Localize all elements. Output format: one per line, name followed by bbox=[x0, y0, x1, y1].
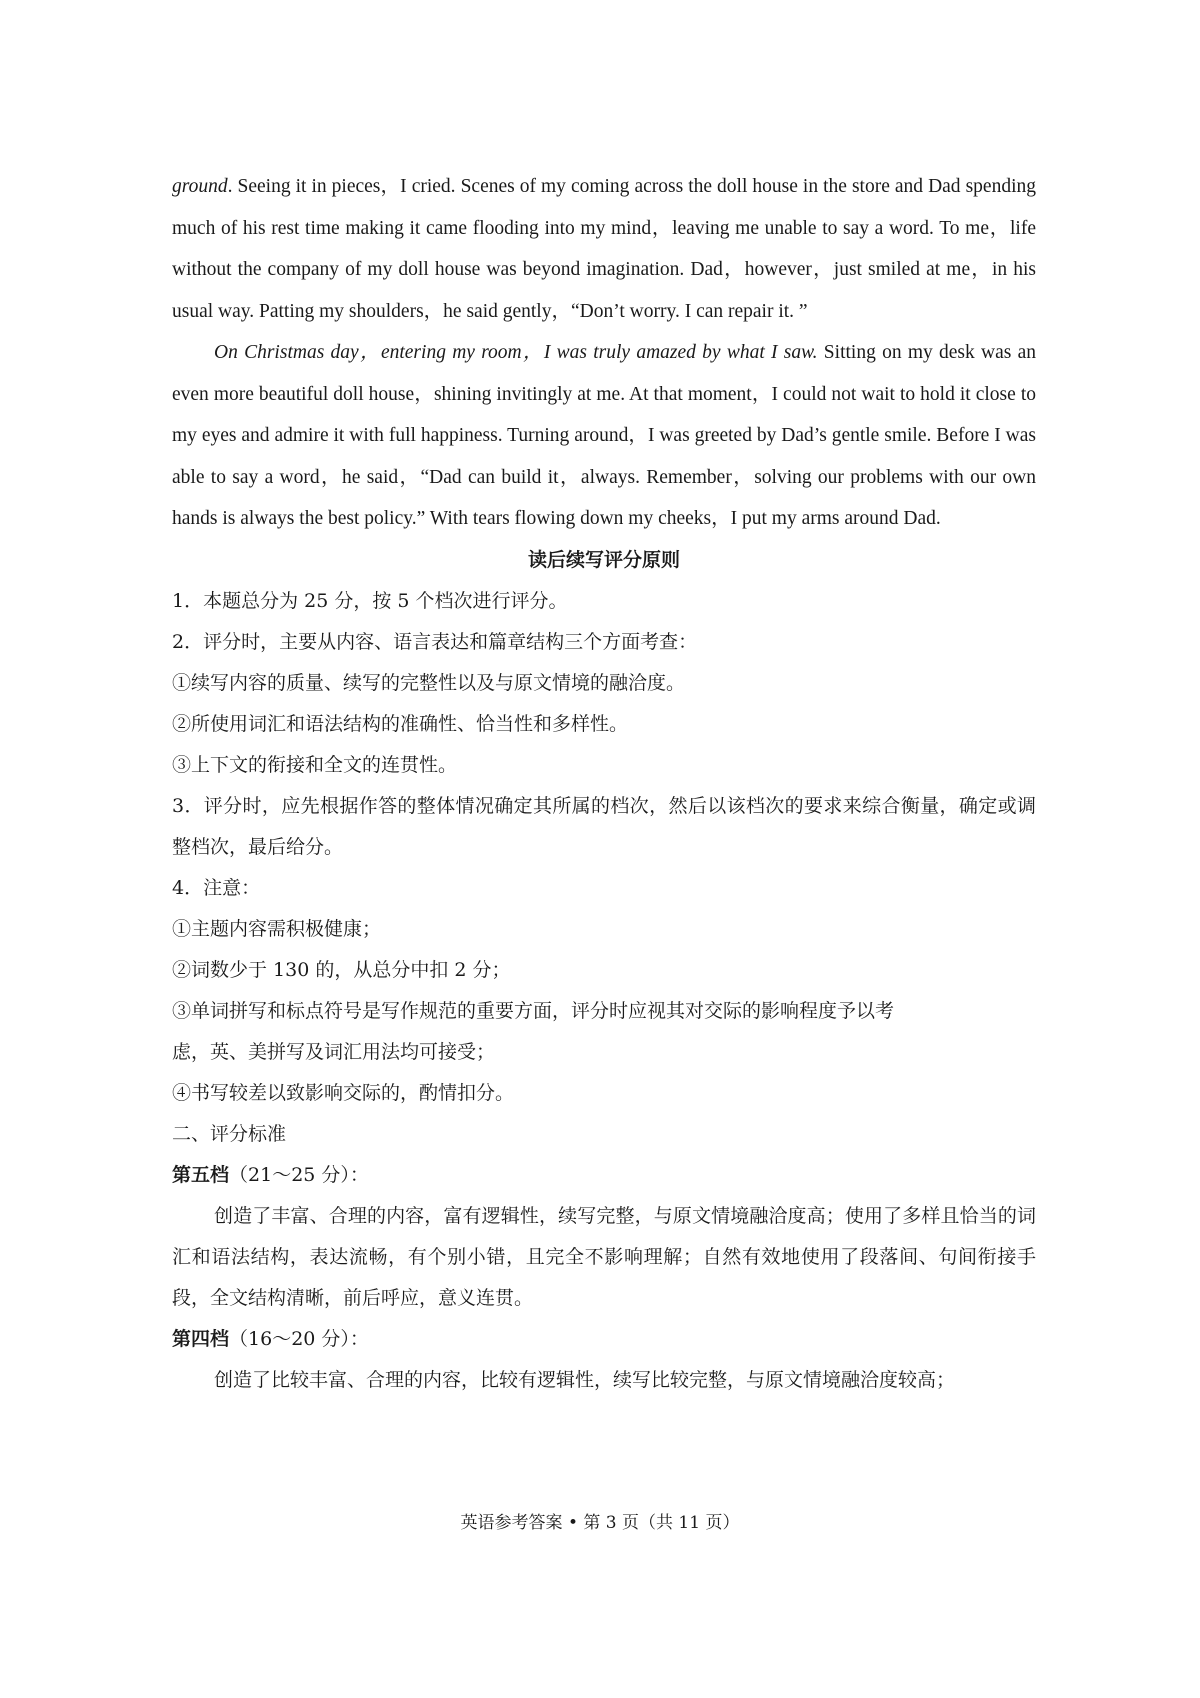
level-4-heading bbox=[172, 1319, 1036, 1360]
italic-lead: On Christmas day，entering my room，I was truly amazed by what I saw. bbox=[214, 342, 818, 363]
principle-item: ④书写较差以致影响交际的，酌情扣分。 bbox=[172, 1081, 515, 1104]
principles-title: 读后续写评分原则 bbox=[527, 548, 680, 571]
level-name: 第四档 bbox=[172, 1327, 230, 1350]
section-heading: 二、评分标准 bbox=[172, 1122, 287, 1145]
level-name: 第五档 bbox=[172, 1163, 230, 1186]
page-footer: 英语参考答案 • 第 3 页（共 11 页） bbox=[460, 1513, 740, 1533]
paragraph-text: . Seeing it in pieces，I cried. Scenes of my coming across the doll house in the store and Dad spending much of his rest time making it came flooding into my mind，leaving me unable to say a word. To me，life without the company of my doll house was beyond imagination. Dad，however，just smiled at me，in his usual way. Patting my shoulders，he said gently，“Don’t worry. I can repair it. ” bbox=[172, 176, 1036, 322]
level-4-description: 创造了比较丰富、合理的内容，比较有逻辑性，续写比较完整，与原文情境融洽度较高； bbox=[214, 1368, 956, 1391]
principle-item: 4．注意： bbox=[172, 876, 261, 899]
italic-lead: ground bbox=[172, 176, 228, 197]
principle-item: 1．本题总分为 25 分，按 5 个档次进行评分。 bbox=[172, 589, 568, 612]
principle-item: ③单词拼写和标点符号是写作规范的重要方面，评分时应视其对交际的影响程度予以考 bbox=[172, 999, 895, 1022]
principle-item: ②所使用词汇和语法结构的准确性、恰当性和多样性。 bbox=[172, 712, 629, 735]
passage-paragraph-1 bbox=[172, 166, 1036, 332]
principle-item: ②词数少于 130 的，从总分中扣 2 分； bbox=[172, 958, 511, 981]
principle-item: 2．评分时，主要从内容、语言表达和篇章结构三个方面考查： bbox=[172, 630, 698, 653]
level-range: （21～25 分）： bbox=[229, 1163, 369, 1186]
passage-paragraph-2 bbox=[172, 332, 1036, 540]
principle-item: 3．评分时，应先根据作答的整体情况确定其所属的档次，然后以该档次的要求来综合衡量，确定或调整档次，最后给分。 bbox=[172, 794, 1036, 858]
paragraph-text: Sitting on my desk was an even more beautiful doll house，shining invitingly at me. At that moment，I could not wait to hold it close to my eyes and admire it with full happiness. Turning around，I was greeted by Dad’s gentle smile. Before I was able to say a word，he said，“Dad can build it，always. Remember，solving our problems with our own hands is always the best policy.” With tears flowing down my cheeks，I put my arms around Dad. bbox=[172, 342, 1036, 529]
principle-item: 虑，英、美拼写及词汇用法均可接受； bbox=[172, 1040, 496, 1063]
principle-item: ③上下文的衔接和全文的连贯性。 bbox=[172, 753, 458, 776]
level-5-heading bbox=[172, 1155, 1036, 1196]
principle-item: ①主题内容需积极健康； bbox=[172, 917, 382, 940]
level-5-description: 创造了丰富、合理的内容，富有逻辑性，续写完整，与原文情境融洽度高；使用了多样且恰当的词汇和语法结构，表达流畅，有个别小错，且完全不影响理解；自然有效地使用了段落间、句间衔接手段，全文结构清晰，前后呼应，意义连贯。 bbox=[172, 1204, 1036, 1309]
principle-item: ①续写内容的质量、续写的完整性以及与原文情境的融洽度。 bbox=[172, 671, 686, 694]
answer-page-content bbox=[172, 166, 1036, 1401]
level-range: （16～20 分）： bbox=[229, 1327, 369, 1350]
